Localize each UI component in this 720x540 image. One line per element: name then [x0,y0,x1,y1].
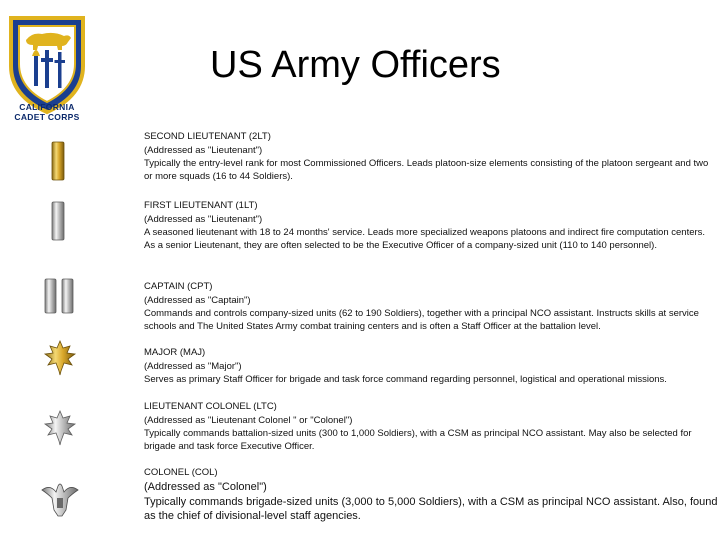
rank-lieutenant-colonel [144,400,718,453]
double-silver-bar-insignia-icon [40,277,80,315]
rank-description: Commands and controls company-sized units (62 to 190 Soldiers), together with a principal NCO assistant. Instructs skills at service schools and The United States Army combat training centers and is often a Staff Officer at the battalion level. [144,308,699,332]
rank-header: COLONEL (COL) [144,467,218,478]
rank-description: A seasoned lieutenant with 18 to 24 months' service. Leads more specialized weapons platoons and indirect fire computation centers. As a senior Lieutenant, they are often selected to be the Executive Officer of a company-sized unit (110 to 140 personnel). [144,227,706,251]
rank-addressed: (Addressed as "Colonel") [144,481,267,493]
silver-bar-insignia-icon [46,200,70,242]
rank-second-lieutenant [144,130,718,183]
logo-line-1: CALIFORNIA [19,102,75,112]
rank-addressed: (Addressed as "Captain") [144,295,251,306]
rank-addressed: (Addressed as "Lieutenant") [144,214,263,225]
rank-description: Typically commands brigade-sized units (3,000 to 5,000 Soldiers), with a CSM as principal NCO assistant. Also, found as the chief of divisional-level staff agencies. [144,495,718,522]
rank-description: Serves as primary Staff Officer for brigade and task force command regarding personnel, logistical and operational missions. [144,374,667,385]
gold-oak-leaf-insignia-icon [40,338,80,378]
rank-addressed: (Addressed as "Lieutenant") [144,145,263,156]
silver-oak-leaf-insignia-icon [40,408,80,448]
silver-eagle-insignia-icon [40,480,80,518]
rank-header: FIRST LIEUTENANT (1LT) [144,200,258,211]
rank-captain [144,280,718,333]
rank-header: MAJOR (MAJ) [144,347,206,358]
rank-header: CAPTAIN (CPT) [144,281,213,292]
rank-colonel [144,466,718,524]
rank-first-lieutenant [144,199,718,252]
rank-addressed: (Addressed as "Lieutenant Colonel " or "Colonel") [144,415,353,426]
rank-description: Typically the entry-level rank for most Commissioned Officers. Leads platoon-size elements consisting of the platoon sergeant and two or more squads (16 to 44 Soldiers). [144,158,709,182]
rank-description: Typically commands battalion-sized units (300 to 1,000 Soldiers), with a CSM as principal NCO assistant. May also be selected for brigade and task force Executive Officer. [144,428,692,452]
logo-line-2: CADET CORPS [14,112,80,122]
page-title: US Army Officers [210,44,501,86]
rank-header: SECOND LIEUTENANT (2LT) [144,131,271,142]
rank-header: LIEUTENANT COLONEL (LTC) [144,401,277,412]
gold-bar-insignia-icon [46,140,70,182]
rank-addressed: (Addressed as "Major") [144,361,242,372]
rank-major [144,346,718,386]
